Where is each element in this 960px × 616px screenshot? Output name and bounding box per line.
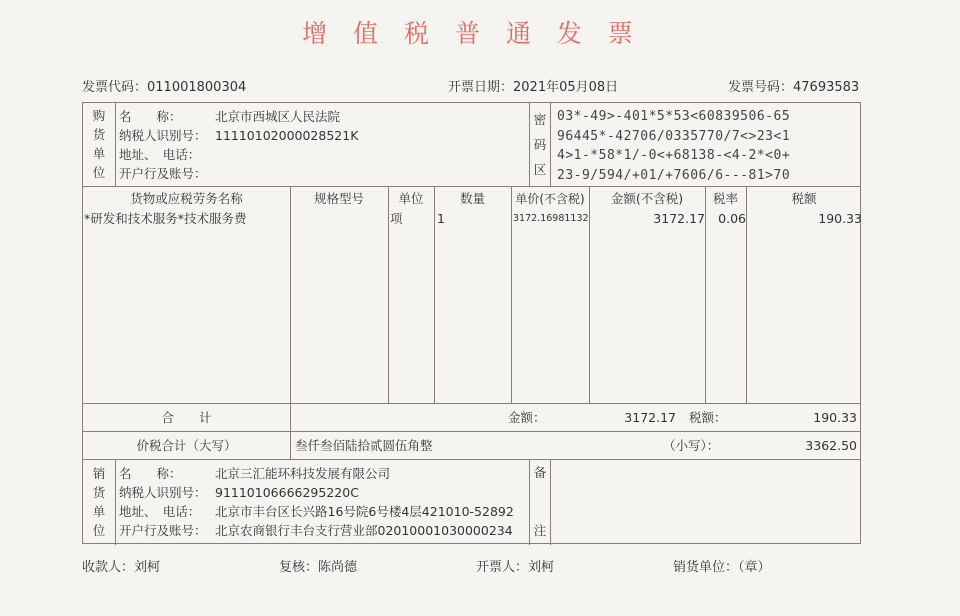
total-label: 合 计	[161, 410, 212, 425]
col-amount-header: 金额(不含税)	[610, 191, 684, 206]
buyer-taxid: 11110102000028521K	[215, 128, 359, 143]
buyer-char: 位	[92, 165, 106, 180]
seller-taxid-label: 纳税人识别号：	[119, 485, 207, 500]
buyer-char: 购	[92, 108, 106, 123]
seller-char: 位	[92, 523, 106, 538]
col-goods-header: 货物或应税劳务名称	[130, 191, 243, 206]
col-qty-header: 数量	[459, 191, 485, 206]
remarks-char: 注	[533, 523, 547, 538]
divider	[115, 103, 116, 186]
seller-name-label: 名 称：	[119, 466, 182, 481]
buyer-char: 单	[92, 146, 106, 161]
invoice-title: 增 值 税 普 通 发 票	[302, 19, 642, 48]
item-tax: 190.33	[818, 211, 862, 226]
invoice-code: 发票代码：011001800304	[82, 80, 247, 95]
drawer: 开票人：刘柯	[476, 560, 555, 575]
seller-addr: 北京市丰台区长兴路16号院6号楼4层421010-52892	[215, 504, 514, 519]
total-tax: 190.33	[813, 410, 857, 425]
cipher-char: 码	[533, 137, 547, 152]
buyer-section-label	[83, 106, 115, 182]
item-qty: 1	[437, 211, 445, 226]
item-price: 3172.16981132	[513, 213, 589, 224]
issue-date: 开票日期：2021年05月08日	[448, 80, 619, 95]
seller-bank-label: 开户行及账号：	[119, 523, 207, 538]
divider	[550, 103, 551, 186]
divider	[434, 186, 435, 403]
grand-total-words: 叁仟叁佰陆拾贰圆伍角整	[295, 438, 433, 453]
seller-section-label	[83, 464, 115, 540]
seller-char: 单	[92, 504, 106, 519]
cipher-line: 23-9/594/+01/+7606/6---81>70	[557, 167, 791, 183]
remarks-section-label	[530, 463, 550, 540]
divider	[83, 186, 860, 187]
cipher-text	[557, 107, 790, 185]
col-spec-header: 规格型号	[313, 191, 364, 206]
divider	[115, 459, 116, 545]
grand-total-small-label: （小写）：	[663, 438, 720, 453]
divider	[511, 186, 512, 403]
cipher-line: 03*-49>-401*5*53<60839506-65	[557, 109, 791, 124]
seller-addr-label: 地址、 电话：	[119, 504, 201, 519]
buyer-char: 货	[92, 127, 106, 142]
buyer-name-label: 名 称：	[119, 109, 182, 124]
cipher-section-label	[530, 107, 550, 182]
col-rate-header: 税率	[712, 191, 738, 206]
seller-char: 销	[92, 466, 106, 481]
item-rate: 0.06	[718, 211, 746, 226]
item-amount: 3172.17	[653, 211, 705, 226]
divider	[290, 186, 291, 459]
item-unit: 项	[390, 211, 403, 226]
divider	[388, 186, 389, 403]
grand-total-label: 价税合计（大写）	[136, 438, 237, 453]
seller-seal: 销货单位：（章）	[673, 560, 771, 575]
invoice-table	[82, 102, 861, 544]
divider	[83, 403, 860, 404]
payee: 收款人：刘柯	[82, 560, 161, 575]
cipher-char: 密	[533, 112, 547, 127]
reviewer: 复核：陈尚德	[279, 560, 358, 575]
total-amount: 3172.17	[624, 410, 676, 425]
seller-taxid: 91110106666295220C	[215, 485, 359, 500]
col-tax-header: 税额	[791, 191, 817, 206]
grand-total-value: 3362.50	[805, 438, 857, 453]
remarks-char: 备	[533, 465, 547, 480]
item-goods: *研发和技术服务*技术服务费	[84, 211, 247, 226]
seller-char: 货	[92, 485, 106, 500]
buyer-addr-label: 地址、 电话：	[119, 147, 201, 162]
buyer-taxid-label: 纳税人识别号：	[119, 128, 207, 143]
total-amount-label: 金额：	[508, 410, 546, 425]
cipher-char: 区	[533, 162, 547, 177]
divider	[550, 459, 551, 545]
seller-bank: 北京农商银行丰台支行营业部02010001030000234	[215, 523, 513, 538]
cipher-line: 96445*-42706/0335770/7<>23<1	[557, 128, 791, 144]
buyer-name: 北京市西城区人民法院	[215, 109, 341, 124]
col-unit-header: 单位	[398, 191, 424, 206]
seller-name: 北京三汇能环科技发展有限公司	[215, 466, 391, 481]
col-price-header: 单价(不含税)	[515, 192, 585, 206]
divider	[83, 459, 860, 460]
buyer-bank-label: 开户行及账号：	[119, 166, 207, 181]
invoice-number: 发票号码：47693583	[728, 80, 860, 95]
divider	[83, 431, 860, 432]
cipher-line: 4>1-*58*1/-0<+68138-<4-2*<0+	[557, 148, 791, 163]
total-tax-label: 税额：	[689, 410, 727, 425]
